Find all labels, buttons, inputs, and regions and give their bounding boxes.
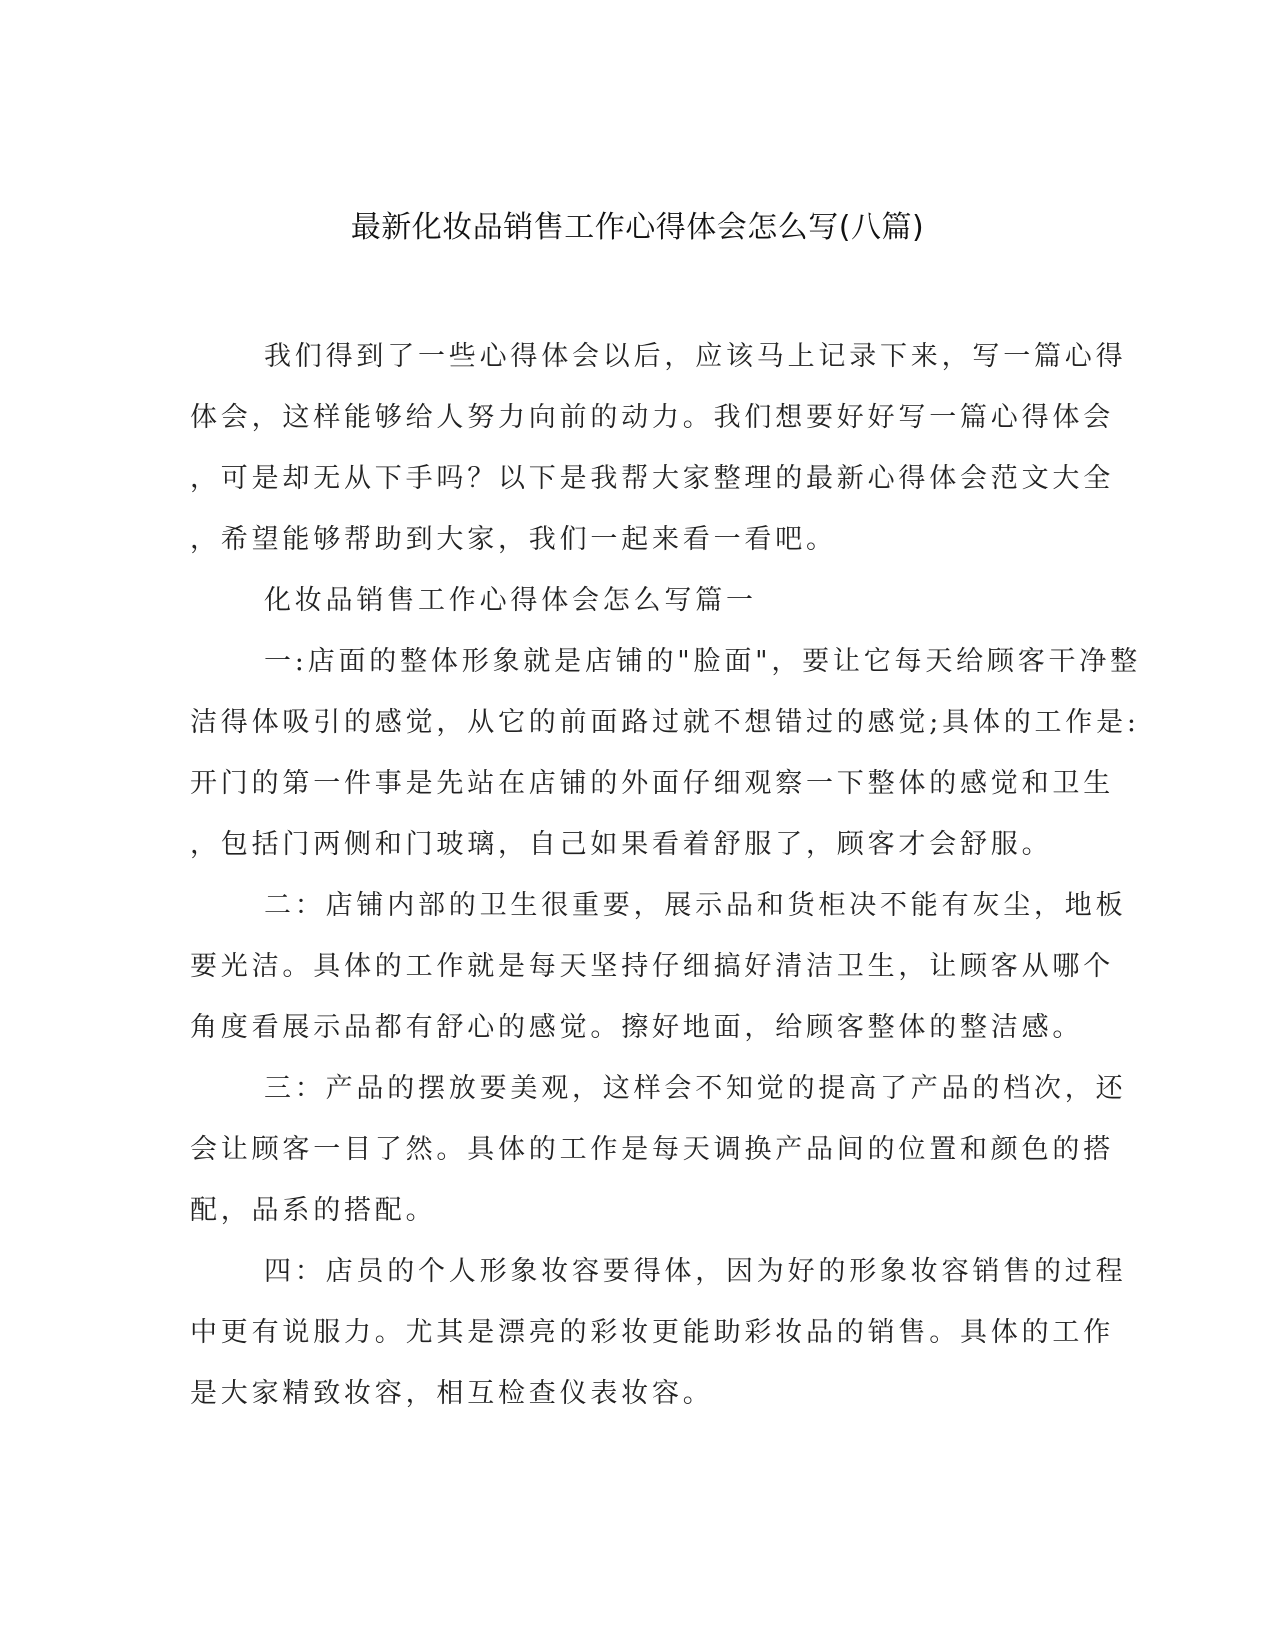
text-line: 角度看展示品都有舒心的感觉。擦好地面，给顾客整体的整洁感。	[190, 1012, 1084, 1043]
text-line: 中更有说服力。尤其是漂亮的彩妆更能助彩妆品的销售。具体的工作	[190, 1317, 1114, 1348]
text-line: 会让顾客一目了然。具体的工作是每天调换产品间的位置和颜色的搭	[190, 1134, 1114, 1165]
text-line: ，包括门两侧和门玻璃，自己如果看着舒服了，顾客才会舒服。	[190, 829, 1053, 860]
text-line: 洁得体吸引的感觉，从它的前面路过就不想错过的感觉;具体的工作是:	[190, 707, 1140, 738]
text-line: 配，品系的搭配。	[190, 1195, 437, 1226]
text-line: 三：产品的摆放要美观，这样会不知觉的提高了产品的档次，还	[264, 1073, 1127, 1104]
text-line: 开门的第一件事是先站在店铺的外面仔细观察一下整体的感觉和卫生	[190, 768, 1114, 799]
document-title: 最新化妆品销售工作心得体会怎么写(八篇)	[350, 210, 925, 245]
text-line: 四：店员的个人形象妆容要得体，因为好的形象妆容销售的过程	[264, 1256, 1127, 1287]
section-heading: 化妆品销售工作心得体会怎么写篇一	[264, 585, 757, 616]
text-line: ，可是却无从下手吗？以下是我帮大家整理的最新心得体会范文大全	[190, 463, 1114, 494]
text-line: 我们得到了一些心得体会以后，应该马上记录下来，写一篇心得	[264, 341, 1127, 372]
text-line: ，希望能够帮助到大家，我们一起来看一看吧。	[190, 524, 837, 555]
text-line: 一:店面的整体形象就是店铺的"脸面"，要让它每天给顾客干净整	[264, 646, 1141, 677]
text-line: 是大家精致妆容，相互检查仪表妆容。	[190, 1378, 714, 1409]
text-line: 二：店铺内部的卫生很重要，展示品和货柜决不能有灰尘，地板	[264, 890, 1127, 921]
text-line: 体会，这样能够给人努力向前的动力。我们想要好好写一篇心得体会	[190, 402, 1114, 433]
document-body	[190, 326, 1141, 1424]
text-line: 要光洁。具体的工作就是每天坚持仔细搞好清洁卫生，让顾客从哪个	[190, 951, 1114, 982]
